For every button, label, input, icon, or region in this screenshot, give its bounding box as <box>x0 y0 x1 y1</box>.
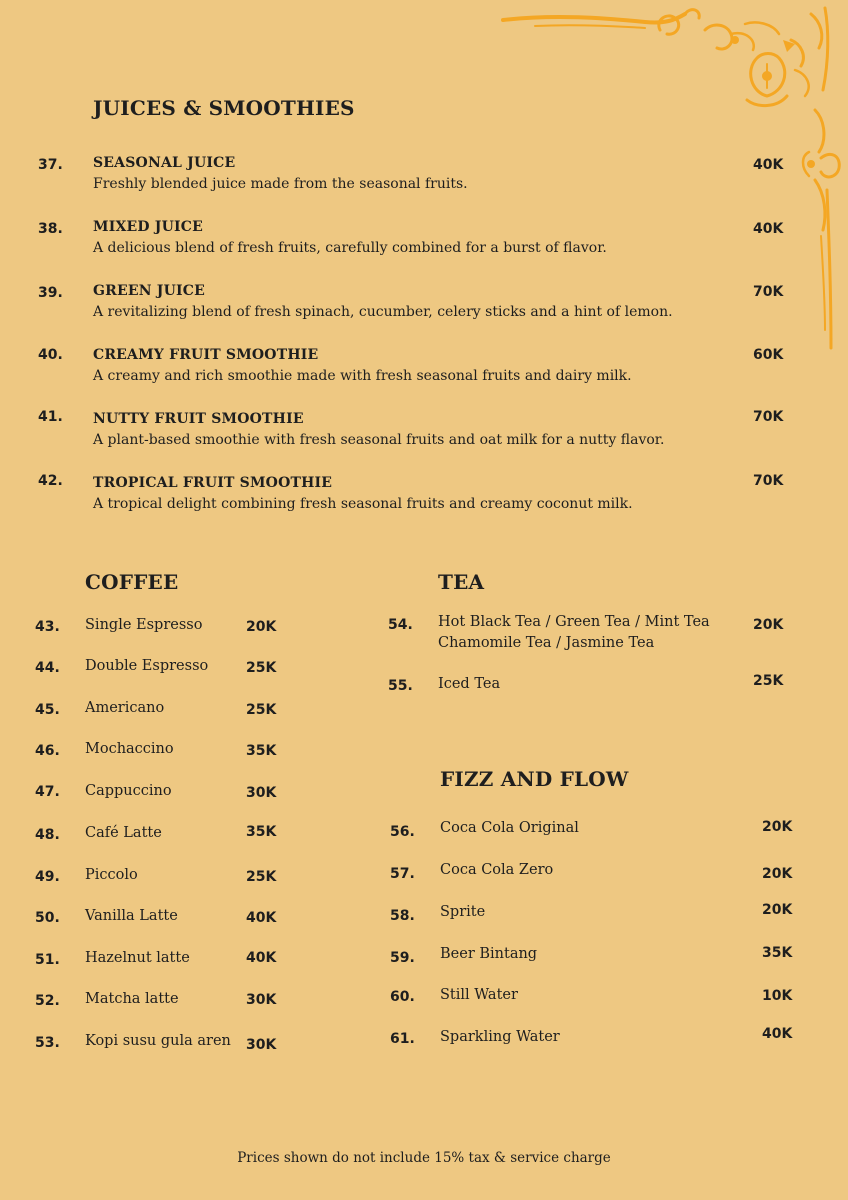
item-description: A tropical delight combining fresh seasonal fruits and creamy coconut milk. <box>93 496 633 512</box>
item-number: 45. <box>35 702 60 718</box>
item-name: Sprite <box>440 904 486 920</box>
item-description: A revitalizing blend of fresh spinach, cucumber, celery sticks and a hint of lemon. <box>93 304 673 320</box>
item-number: 49. <box>35 869 60 885</box>
item-name: Cappuccino <box>85 783 172 799</box>
item-price: 25K <box>246 702 277 718</box>
item-number: 44. <box>35 660 60 676</box>
item-price: 25K <box>753 673 784 689</box>
item-number: 58. <box>390 908 415 924</box>
item-number: 55. <box>388 678 413 694</box>
item-name: SEASONAL JUICE <box>93 155 236 171</box>
item-number: 53. <box>35 1035 60 1051</box>
item-number: 41. <box>38 409 63 425</box>
item-description: A delicious blend of fresh fruits, carefully combined for a burst of flavor. <box>93 240 607 256</box>
item-name: Hazelnut latte <box>85 950 190 966</box>
item-price: 35K <box>246 824 277 840</box>
item-number: 61. <box>390 1031 415 1047</box>
item-name: Still Water <box>440 987 518 1003</box>
item-price: 20K <box>762 902 793 918</box>
item-name: Sparkling Water <box>440 1029 560 1045</box>
item-number: 46. <box>35 743 60 759</box>
juices-heading: JUICES & SMOOTHIES <box>93 96 355 120</box>
item-name: Americano <box>85 700 165 716</box>
item-number: 40. <box>38 347 63 363</box>
item-number: 50. <box>35 910 60 926</box>
item-name: Café Latte <box>85 825 162 841</box>
item-name: Coca Cola Zero <box>440 862 554 878</box>
item-price: 20K <box>246 619 277 635</box>
item-number: 42. <box>38 473 63 489</box>
item-name: Iced Tea <box>438 676 501 692</box>
item-name: Hot Black Tea / Green Tea / Mint Tea <box>438 614 710 630</box>
item-price: 10K <box>762 988 793 1004</box>
item-price: 35K <box>762 945 793 961</box>
item-name: NUTTY FRUIT SMOOTHIE <box>93 411 304 427</box>
item-price: 40K <box>246 950 277 966</box>
item-price: 70K <box>753 284 784 300</box>
item-price: 60K <box>753 347 784 363</box>
item-number: 47. <box>35 784 60 800</box>
item-price: 70K <box>753 409 784 425</box>
item-price: 30K <box>246 992 277 1008</box>
item-price: 25K <box>246 869 277 885</box>
item-description: Freshly blended juice made from the seasonal fruits. <box>93 176 468 192</box>
item-number: 38. <box>38 221 63 237</box>
item-name-line-2: Chamomile Tea / Jasmine Tea <box>438 635 655 651</box>
tea-heading: TEA <box>438 570 485 594</box>
item-name: Piccolo <box>85 867 138 883</box>
item-price: 40K <box>762 1026 793 1042</box>
item-name: Mochaccino <box>85 741 174 757</box>
item-name: Kopi susu gula aren <box>85 1033 231 1049</box>
item-number: 43. <box>35 619 60 635</box>
item-number: 57. <box>390 866 415 882</box>
item-name: Double Espresso <box>85 658 209 674</box>
item-name: MIXED JUICE <box>93 219 203 235</box>
item-number: 52. <box>35 993 60 1009</box>
item-name: Vanilla Latte <box>85 908 178 924</box>
item-price: 20K <box>762 866 793 882</box>
item-price: 30K <box>246 1037 277 1053</box>
item-number: 37. <box>38 157 63 173</box>
coffee-heading: COFFEE <box>85 570 179 594</box>
item-price: 40K <box>753 157 784 173</box>
item-price: 20K <box>762 819 793 835</box>
item-name: GREEN JUICE <box>93 283 205 299</box>
item-number: 51. <box>35 952 60 968</box>
item-price: 30K <box>246 785 277 801</box>
item-name: Matcha latte <box>85 991 179 1007</box>
item-price: 25K <box>246 660 277 676</box>
item-price: 40K <box>246 910 277 926</box>
item-number: 39. <box>38 285 63 301</box>
item-price: 20K <box>753 617 784 633</box>
item-name: CREAMY FRUIT SMOOTHIE <box>93 347 319 363</box>
item-description: A plant-based smoothie with fresh seasonal fruits and oat milk for a nutty flavor. <box>93 432 665 448</box>
item-name: Single Espresso <box>85 617 203 633</box>
item-name: Coca Cola Original <box>440 820 579 836</box>
item-price: 35K <box>246 743 277 759</box>
item-name: Beer Bintang <box>440 946 538 962</box>
item-name: TROPICAL FRUIT SMOOTHIE <box>93 475 333 491</box>
item-price: 40K <box>753 221 784 237</box>
item-number: 48. <box>35 827 60 843</box>
footer-note: Prices shown do not include 15% tax & service charge <box>237 1150 611 1166</box>
item-number: 60. <box>390 989 415 1005</box>
item-number: 56. <box>390 824 415 840</box>
fizz-heading: FIZZ AND FLOW <box>440 767 629 791</box>
item-number: 54. <box>388 617 413 633</box>
item-number: 59. <box>390 950 415 966</box>
item-description: A creamy and rich smoothie made with fresh seasonal fruits and dairy milk. <box>93 368 632 384</box>
item-price: 70K <box>753 473 784 489</box>
